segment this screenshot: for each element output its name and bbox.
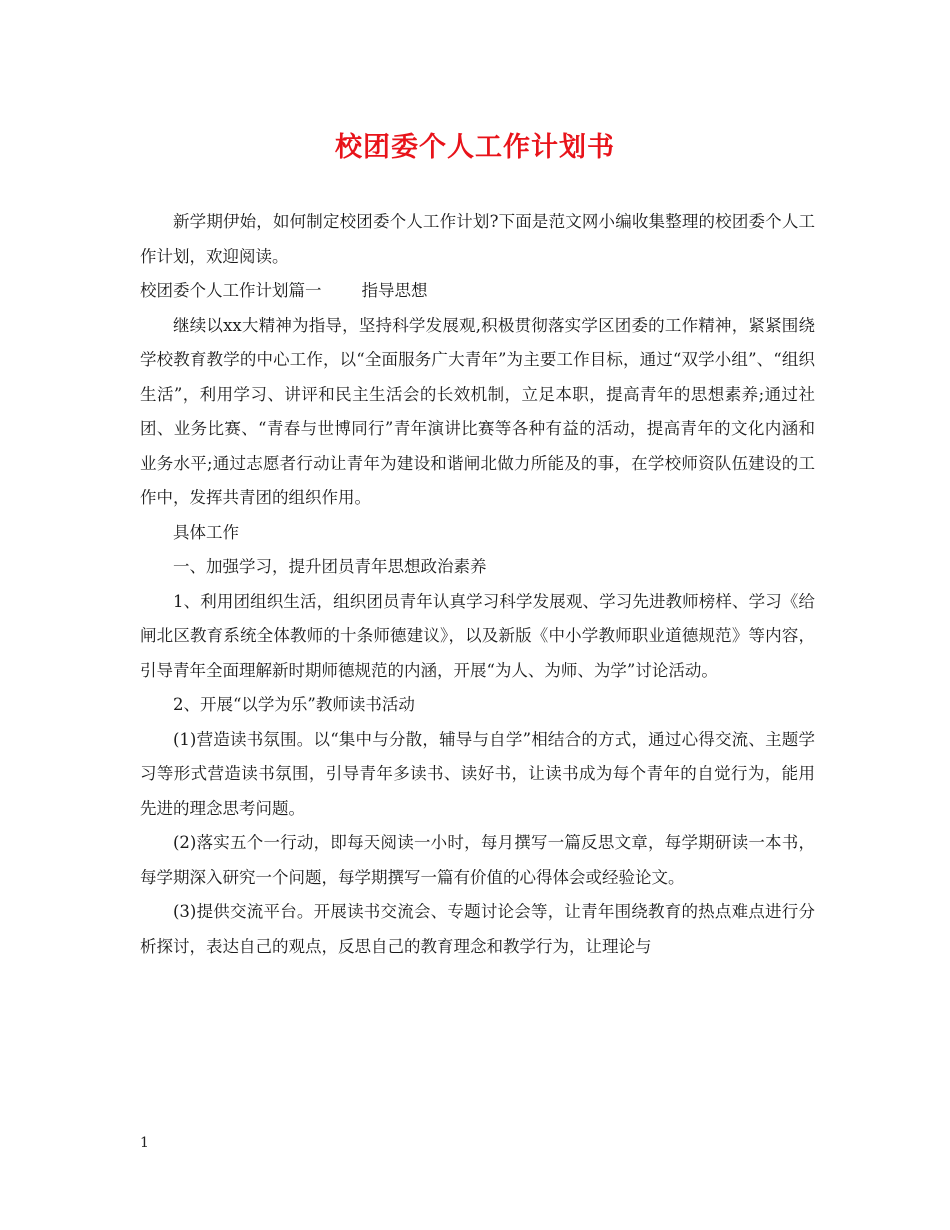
document-title: 校团委个人工作计划书 [335,132,615,163]
intro-paragraph: 新学期伊始，如何制定校团委个人工作计划?下面是范文网小编收集整理的校团委个人工作计划，欢迎阅读。 [140,212,815,266]
sub-item-1-paragraph: (1)营造读书氛围。以“集中与分散，辅导与自学”相结合的方式，通过心得交流、主题学习等形式营造读书氛围，引导青年多读书、读好书，让读书成为每个青年的自觉行为，能用先进的理念思考问题。 [140,729,815,818]
specific-work-heading: 具体工作 [173,522,239,542]
section-heading-title: 校团委个人工作计划篇一 [140,281,322,300]
sub-item-2-paragraph: (2)落实五个一行动，即每天阅读一小时，每月撰写一篇反思文章，每学期研读一本书，每学期深入研究一个问题，每学期撰写一篇有价值的心得体会或经验论文。 [140,833,815,887]
item-2-heading: 2、开展“以学为乐”教师读书活动 [173,695,415,714]
item-1-paragraph: 1、利用团组织生活，组织团员青年认真学习科学发展观、学习先进教师榜样、学习《给闸北区教育系统全体教师的十条师德建议》，以及新版《中小学教师职业道德规范》等内容，引导青年全面理解新时期师德规范的内涵，开展“为人、为师、为学”讨论活动。 [140,591,815,680]
guiding-paragraph: 继续以xx大精神为指导，坚持科学发展观,积极贯彻落实学区团委的工作精神，紧紧围绕学校教育教学的中心工作，以“全面服务广大青年”为主要工作目标，通过“双学小组”、“组织生活”，利用学习、讲评和民主生活会的长效机制，立足本职，提高青年的思想素养;通过社团、业务比赛、“青春与世博同行”青年演讲比赛等各种有益的活动，提高青年的文化内涵和业务水平;通过志愿者行动让青年为建设和谐闸北做力所能及的事，在学校师资队伍建设的工作中，发挥共青团的组织作用。 [140,315,815,507]
item-one-heading: 一、加强学习，提升团员青年思想政治素养 [173,557,487,576]
page-number: 1 [140,1135,149,1151]
document-body [140,205,815,964]
section-heading [140,274,815,309]
sub-item-3-paragraph: (3)提供交流平台。开展读书交流会、专题讨论会等，让青年围绕教育的热点难点进行分析探讨，表达自己的观点，反思自己的教育理念和教学行为，让理论与 [140,902,815,956]
section-heading-subtitle: 指导思想 [361,281,428,300]
